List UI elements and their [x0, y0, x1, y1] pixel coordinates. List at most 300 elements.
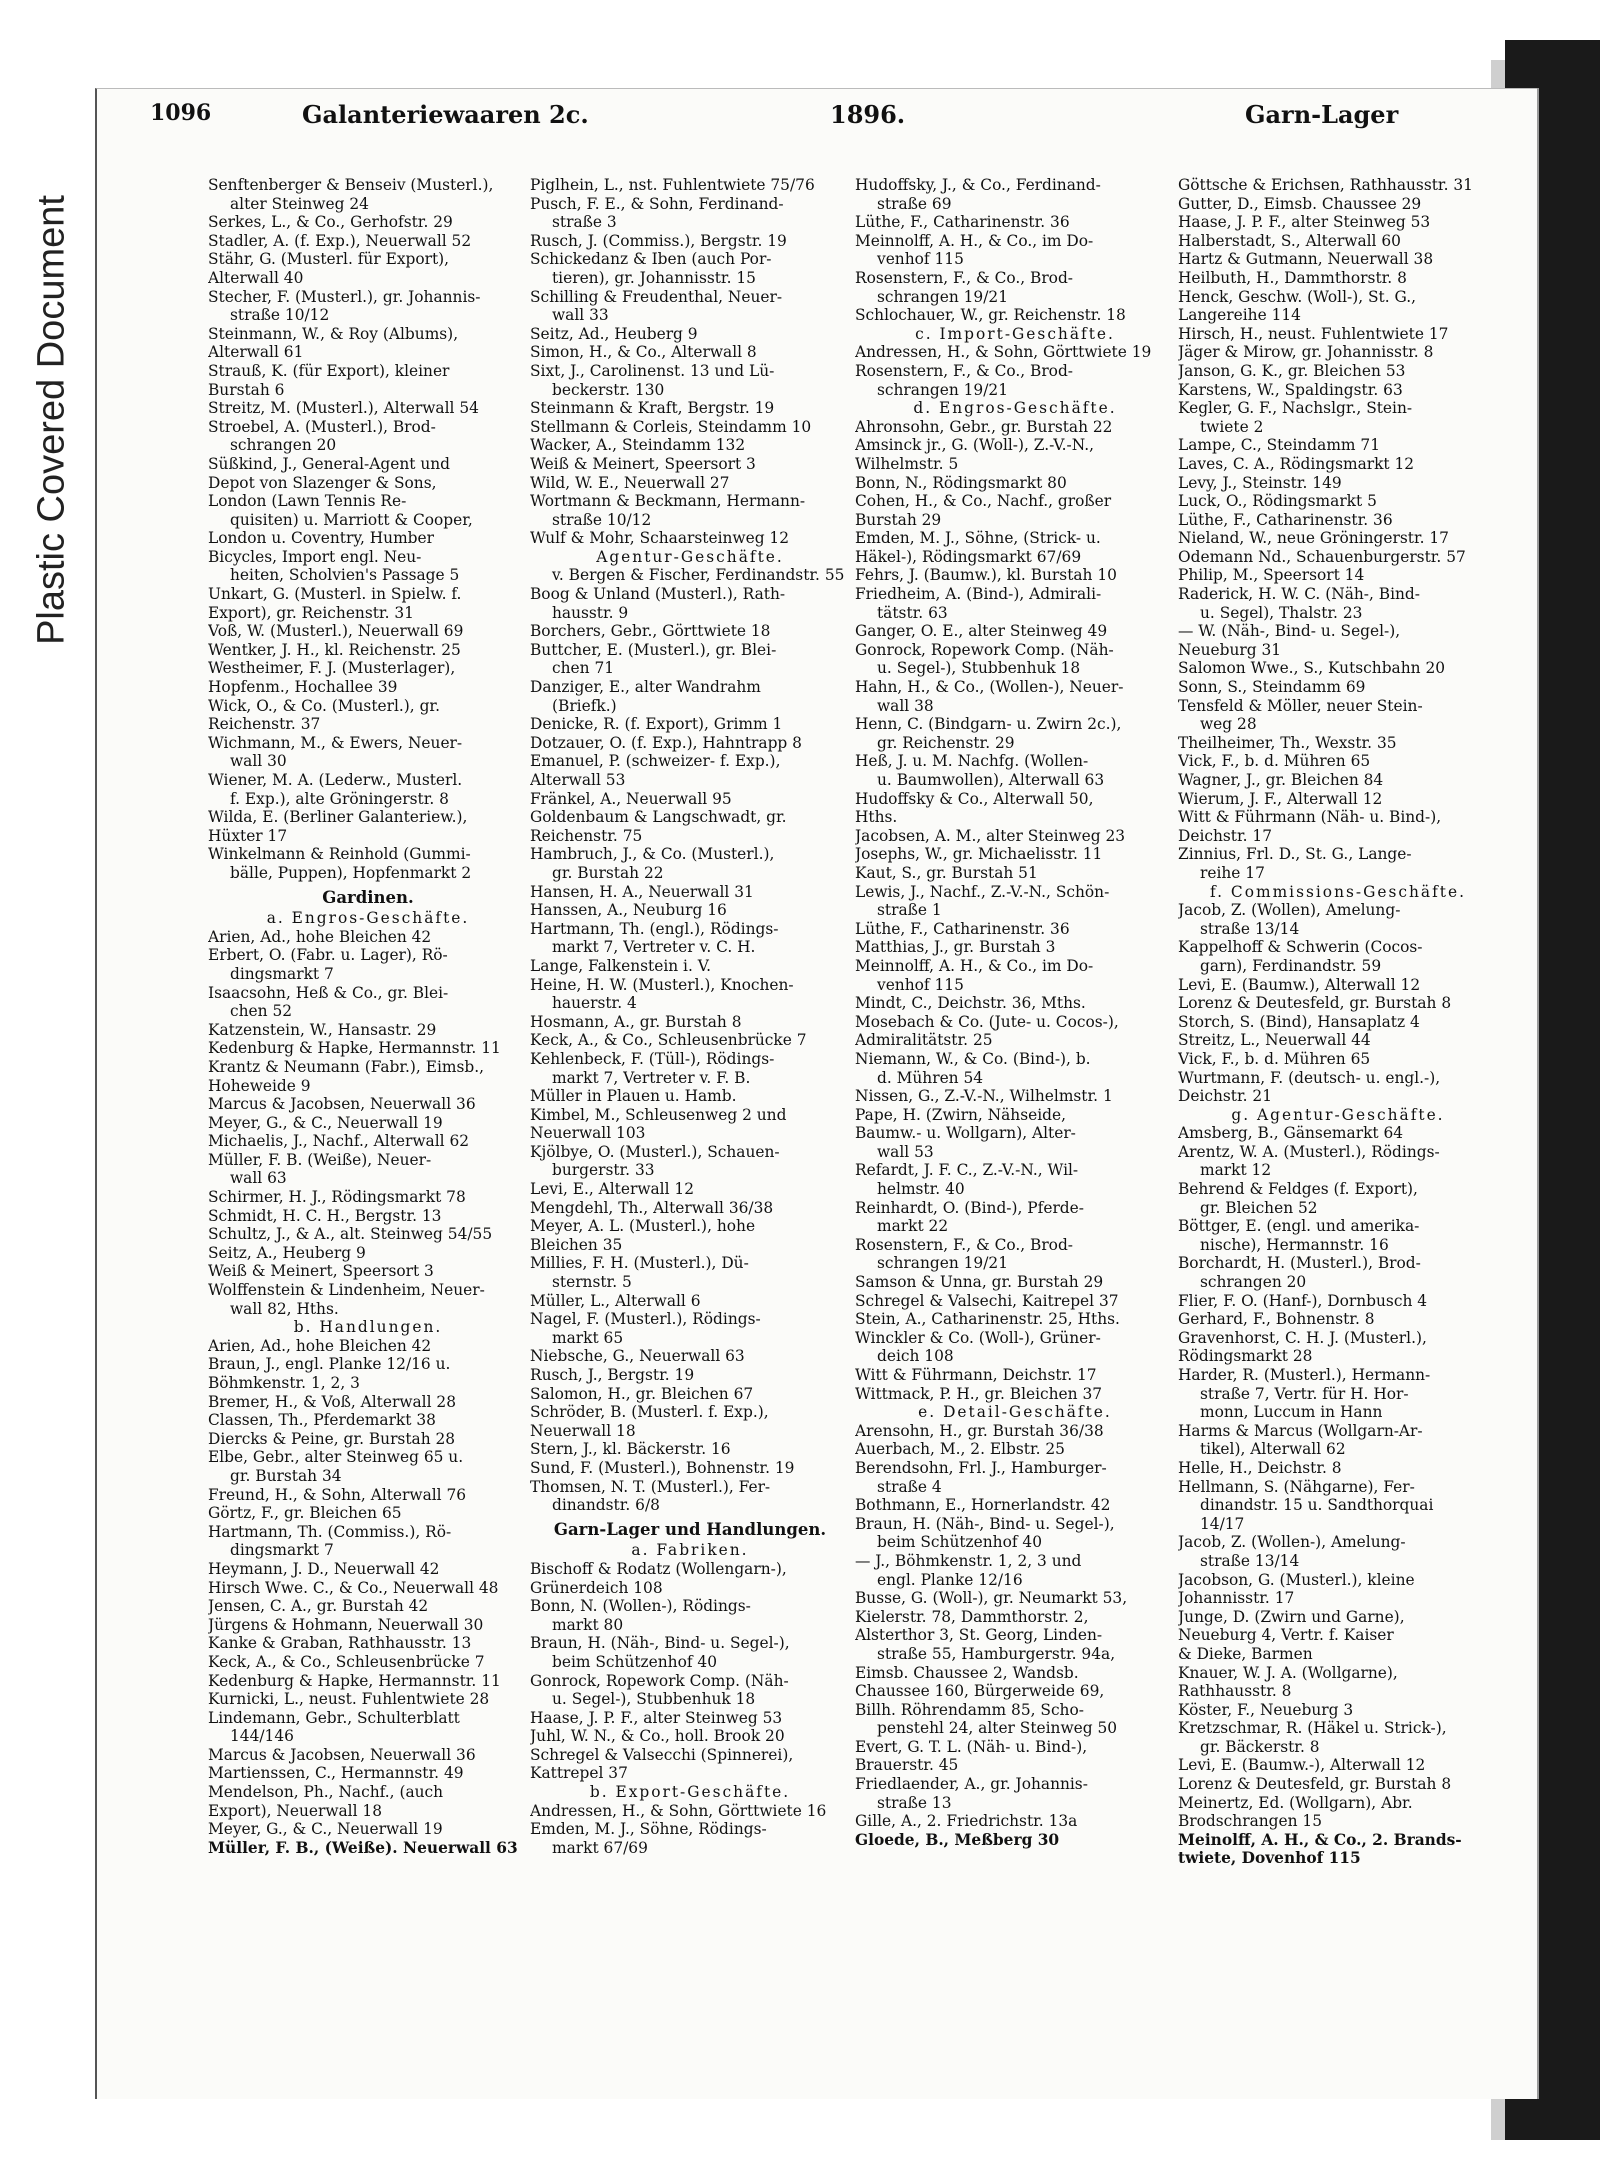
directory-entry: Jäger & Mirow, gr. Johannisstr. 8 [1178, 343, 1434, 362]
directory-entry: straße 13/14 [1200, 919, 1300, 938]
directory-entry: Sonn, S., Steindamm 69 [1178, 678, 1366, 697]
directory-entry: Admiralitätstr. 25 [855, 1031, 993, 1050]
directory-entry: Meinertz, Ed. (Wollgarn), Abr. [1178, 1793, 1413, 1812]
directory-entry: wall 38 [877, 696, 934, 715]
directory-entry: Hansen, H. A., Neuerwall 31 [530, 882, 754, 901]
directory-entry: Arentz, W. A. (Musterl.), Rödings- [1178, 1142, 1440, 1161]
subsection-heading: b. Handlungen. [293, 1318, 443, 1337]
directory-entry: Kjölbye, O. (Musterl.), Schauen- [530, 1142, 780, 1161]
directory-entry: Simon, H., & Co., Alterwall 8 [530, 343, 757, 362]
directory-entry: Behrend & Feldges (f. Export), [1178, 1180, 1418, 1199]
directory-entry: Hudoffsky & Co., Alterwall 50, [855, 789, 1094, 808]
directory-entry: Arien, Ad., hohe Bleichen 42 [208, 927, 432, 946]
directory-entry: Neuerwall 103 [530, 1124, 646, 1143]
directory-entry: Stecher, F. (Musterl.), gr. Johannis- [208, 287, 481, 306]
directory-entry: Keck, A., & Co., Schleusenbrücke 7 [530, 1031, 807, 1050]
directory-entry: Pape, H. (Zwirn, Nähseide, [855, 1105, 1066, 1124]
directory-entry: Reichenstr. 37 [208, 715, 321, 734]
directory-entry: Rosenstern, F., & Co., Brod- [855, 268, 1073, 287]
column-3 [855, 176, 1175, 1849]
directory-entry: dingsmarkt 7 [230, 964, 334, 983]
directory-entry: Neueburg 31 [1178, 640, 1282, 659]
directory-entry: Gerhard, F., Bohnenstr. 8 [1178, 1310, 1375, 1329]
directory-entry: Hartmann, Th. (Commiss.), Rö- [208, 1522, 452, 1541]
directory-entry: Rathhausstr. 8 [1178, 1682, 1292, 1701]
directory-entry: Weiß & Meinert, Speersort 3 [530, 454, 756, 473]
directory-entry: Wilhelmstr. 5 [855, 454, 959, 473]
directory-entry: Braun, H. (Näh-, Bind- u. Segel-), [855, 1514, 1115, 1533]
directory-entry: Schregel & Valsechi, Kaitrepel 37 [855, 1291, 1119, 1310]
directory-entry: Jacob, Z. (Wollen), Amelung- [1178, 901, 1401, 920]
directory-entry: Schultz, J., & A., alt. Steinweg 54/55 [208, 1225, 493, 1244]
directory-entry: Neueburg 4, Vertr. f. Kaiser [1178, 1626, 1394, 1645]
directory-entry: Juhl, W. N., & Co., holl. Brook 20 [530, 1727, 785, 1746]
directory-entry: hauerstr. 4 [552, 994, 637, 1013]
directory-entry: London (Lawn Tennis Re- [208, 492, 407, 511]
directory-entry: Seitz, A., Heuberg 9 [208, 1243, 366, 1262]
directory-entry: Lewis, J., Nachf., Z.-V.-N., Schön- [855, 882, 1110, 901]
directory-entry: Meinnolff, A. H., & Co., im Do- [855, 231, 1094, 250]
directory-entry: Salomon, H., gr. Bleichen 67 [530, 1384, 754, 1403]
directory-entry: Theilheimer, Th., Wexstr. 35 [1178, 733, 1397, 752]
directory-entry: Häkel-), Rödingsmarkt 67/69 [855, 547, 1082, 566]
section-heading: Garn-Lager und Handlungen. [553, 1520, 827, 1539]
directory-entry: Kappelhoff & Schwerin (Cocos- [1178, 938, 1423, 957]
directory-entry: & Dieke, Barmen [1178, 1644, 1313, 1663]
directory-entry: bälle, Puppen), Hopfenmarkt 2 [230, 863, 472, 882]
directory-entry: Bothmann, E., Hornerlandstr. 42 [855, 1496, 1111, 1515]
directory-entry: sternstr. 5 [552, 1273, 632, 1292]
directory-entry: Kanke & Graban, Rathhausstr. 13 [208, 1634, 472, 1653]
directory-entry: Levi, E. (Baumw.), Alterwall 12 [1178, 975, 1421, 994]
directory-entry: wall 63 [230, 1169, 287, 1188]
subsection-heading: Agentur-Geschäfte. [596, 547, 784, 566]
directory-entry: Mendelson, Ph., Nachf., (auch [208, 1783, 444, 1802]
directory-entry: Thomsen, N. T. (Musterl.), Fer- [530, 1477, 771, 1496]
directory-entry: Odemann Nd., Schauenburgerstr. 57 [1178, 547, 1466, 566]
directory-entry: Matthias, J., gr. Burstah 3 [855, 938, 1056, 957]
directory-entry: Sixt, J., Carolinenst. 13 und Lü- [530, 361, 775, 380]
directory-entry: chen 71 [552, 659, 615, 678]
directory-entry: Philip, M., Speersort 14 [1178, 566, 1365, 585]
directory-entry: Wentker, J. H., kl. Reichenstr. 25 [208, 640, 461, 659]
directory-entry: gr. Burstah 22 [552, 863, 664, 882]
directory-entry: Levi, E., Alterwall 12 [530, 1180, 694, 1199]
directory-entry: Michaelis, J., Nachf., Alterwall 62 [208, 1132, 470, 1151]
header-year: 1896. [830, 100, 906, 129]
directory-entry: markt 67/69 [552, 1838, 648, 1857]
directory-entry-bold: Müller, F. B., (Weiße). Neuerwall 63 [208, 1838, 518, 1857]
directory-entry: Witt & Führmann, Deichstr. 17 [855, 1366, 1097, 1384]
directory-entry: Wurtmann, F. (deutsch- u. engl.-), [1178, 1068, 1441, 1087]
directory-entry: Hoheweide 9 [208, 1076, 311, 1095]
directory-entry: Grünerdeich 108 [530, 1578, 663, 1597]
directory-entry: Stroebel, A. (Musterl.), Brod- [208, 417, 436, 436]
directory-entry-bold: twiete, Dovenhof 115 [1178, 1849, 1361, 1868]
directory-entry: Heß, J. u. M. Nachfg. (Wollen- [855, 752, 1089, 771]
directory-entry: chen 52 [230, 1002, 293, 1021]
directory-entry: Storch, S. (Bind), Hansaplatz 4 [1178, 1012, 1420, 1031]
directory-entry: Bremer, H., & Voß, Alterwall 28 [208, 1392, 457, 1411]
subsection-heading: a. Engros-Geschäfte. [266, 909, 470, 928]
directory-entry: reihe 17 [1200, 863, 1265, 882]
directory-entry: London u. Coventry, Humber [208, 529, 434, 548]
directory-entry: Haase, J. P. F., alter Steinweg 53 [530, 1708, 783, 1727]
directory-entry: Kedenburg & Hapke, Hermannstr. 11 [208, 1671, 501, 1690]
directory-entry: Junge, D. (Zwirn und Garne), [1178, 1607, 1405, 1626]
directory-entry: tätstr. 63 [877, 603, 948, 622]
directory-entry: Stein, A., Catharinenstr. 25, Hths. [855, 1310, 1120, 1329]
directory-entry: Lorenz & Deutesfeld, gr. Burstah 8 [1178, 994, 1452, 1013]
subsection-heading: d. Engros-Geschäfte. [913, 399, 1117, 418]
directory-entry: Johannisstr. 17 [1178, 1589, 1295, 1608]
directory-entry: Müller, F. B. (Weiße), Neuer- [208, 1150, 432, 1169]
directory-entry: Millies, F. H. (Musterl.), Dü- [530, 1254, 749, 1273]
directory-entry: Hopfenm., Hochallee 39 [208, 678, 398, 697]
header-left-title: Galanteriewaaren 2c. [302, 100, 589, 129]
directory-entry: Burstah 6 [208, 380, 285, 399]
directory-entry: beckerstr. 130 [552, 380, 665, 399]
directory-entry: Meyer, G., & C., Neuerwall 19 [208, 1113, 443, 1132]
directory-entry: 144/146 [230, 1727, 294, 1746]
directory-entry: wall 33 [552, 306, 609, 325]
directory-entry: u. Baumwollen), Alterwall 63 [877, 771, 1105, 789]
directory-entry: Meyer, G., & C., Neuerwall 19 [208, 1820, 443, 1839]
directory-entry: Steinmann & Kraft, Bergstr. 19 [530, 399, 775, 418]
directory-entry: Hirsch Wwe. C., & Co., Neuerwall 48 [208, 1578, 499, 1597]
directory-entry: Bleichen 35 [530, 1235, 623, 1254]
directory-entry: Rusch, J., Bergstr. 19 [530, 1366, 695, 1384]
directory-entry: Laves, C. A., Rödingsmarkt 12 [1178, 454, 1415, 473]
directory-entry: Stellmann & Corleis, Steindamm 10 [530, 417, 812, 436]
directory-entry: Danziger, E., alter Wandrahm [530, 678, 761, 697]
directory-entry: Hartmann, Th. (engl.), Rödings- [530, 919, 779, 938]
directory-entry: Bonn, N., Rödingsmarkt 80 [855, 473, 1067, 492]
directory-entry: u. Segel-), Stubbenhuk 18 [877, 659, 1081, 678]
directory-entry: dinandstr. 15 u. Sandthorquai [1200, 1496, 1434, 1515]
directory-entry: Denicke, R. (f. Export), Grimm 1 [530, 715, 783, 734]
directory-entry: Kehlenbeck, F. (Tüll-), Rödings- [530, 1049, 775, 1068]
directory-entry: Rusch, J. (Commiss.), Bergstr. 19 [530, 231, 787, 250]
directory-entry: Marcus & Jacobsen, Neuerwall 36 [208, 1745, 476, 1764]
directory-entry: Katzenstein, W., Hansastr. 29 [208, 1020, 437, 1039]
directory-entry: Hanssen, A., Neuburg 16 [530, 901, 727, 920]
directory-entry: Eimsb. Chaussee 2, Wandsb. [855, 1663, 1079, 1682]
directory-entry: Lampe, C., Steindamm 71 [1178, 436, 1381, 455]
directory-entry: markt 65 [552, 1328, 624, 1347]
directory-entry: Samson & Unna, gr. Burstah 29 [855, 1273, 1104, 1292]
directory-entry: Schmidt, H. C. H., Bergstr. 13 [208, 1206, 442, 1225]
directory-entry: Alterwall 53 [530, 771, 626, 789]
directory-entry: Wichmann, M., & Ewers, Neuer- [208, 733, 463, 752]
directory-entry: nische), Hermannstr. 16 [1200, 1235, 1389, 1254]
directory-entry: Amsinck jr., G. (Woll-), Z.-V.-N., [855, 436, 1094, 455]
directory-entry: — J., Böhmkenstr. 1, 2, 3 und [855, 1551, 1082, 1570]
directory-entry: Westheimer, F. J. (Musterlager), [208, 659, 456, 678]
section-heading: Gardinen. [322, 888, 414, 907]
directory-entry: Friedheim, A. (Bind-), Admirali- [855, 585, 1102, 604]
directory-entry: straße 4 [877, 1477, 942, 1496]
directory-entry: gr. Bäckerstr. 8 [1200, 1737, 1320, 1756]
directory-entry: deich 108 [877, 1347, 954, 1366]
directory-entry: v. Bergen & Fischer, Ferdinandstr. 55 [552, 566, 845, 585]
directory-entry: Hudoffsky, J., & Co., Ferdinand- [855, 176, 1101, 194]
directory-entry: Voß, W. (Musterl.), Neuerwall 69 [208, 622, 464, 641]
directory-entry: Winckler & Co. (Woll-), Grüner- [855, 1328, 1101, 1347]
directory-entry: Alsterthor 3, St. Georg, Linden- [855, 1626, 1103, 1645]
directory-entry: Busse, G. (Woll-), gr. Neumarkt 53, [855, 1589, 1128, 1608]
directory-entry: straße 13/14 [1200, 1551, 1300, 1570]
directory-entry: Nagel, F. (Musterl.), Rödings- [530, 1310, 761, 1329]
directory-entry-bold: Gloede, B., Meßberg 30 [855, 1830, 1060, 1849]
directory-entry: Janson, G. K., gr. Bleichen 53 [1178, 361, 1406, 380]
directory-entry: Schilling & Freudenthal, Neuer- [530, 287, 783, 306]
directory-entry: Rödingsmarkt 28 [1178, 1347, 1313, 1366]
subsection-heading: g. Agentur-Geschäfte. [1231, 1105, 1445, 1124]
directory-entry: Vick, F., b. d. Mühren 65 [1178, 752, 1371, 771]
directory-entry: straße 13 [877, 1793, 952, 1812]
directory-entry: d. Mühren 54 [877, 1068, 984, 1087]
directory-entry: Göttsche & Erichsen, Rathhausstr. 31 [1178, 176, 1473, 194]
directory-entry: alter Steinweg 24 [230, 194, 369, 213]
directory-entry: Niemann, W., & Co. (Bind-), b. [855, 1049, 1091, 1068]
directory-entry: Brauerstr. 45 [855, 1756, 959, 1775]
directory-entry: Kaut, S., gr. Burstah 51 [855, 863, 1038, 882]
directory-entry: Nissen, G., Z.-V.-N., Wilhelmstr. 1 [855, 1087, 1113, 1106]
directory-entry: tieren), gr. Johannisstr. 15 [552, 268, 756, 287]
directory-entry: Streitz, L., Neuerwall 44 [1178, 1031, 1371, 1050]
directory-entry: Fränkel, A., Neuerwall 95 [530, 789, 732, 808]
directory-entry: Keck, A., & Co., Schleusenbrücke 7 [208, 1652, 485, 1671]
subsection-heading: e. Detail-Geschäfte. [918, 1403, 1112, 1422]
directory-entry: Lüthe, F., Catharinenstr. 36 [855, 919, 1070, 938]
directory-entry: Wild, W. E., Neuerwall 27 [530, 473, 730, 492]
directory-entry: Borchers, Gebr., Görttwiete 18 [530, 622, 771, 641]
directory-entry: Kedenburg & Hapke, Hermannstr. 11 [208, 1039, 501, 1058]
directory-entry: Steinmann, W., & Roy (Albums), [208, 324, 459, 343]
directory-entry: Gutter, D., Eimsb. Chaussee 29 [1178, 194, 1422, 213]
directory-entry: Jacobsen, A. M., alter Steinweg 23 [855, 826, 1126, 845]
column-2 [530, 176, 850, 1857]
directory-entry: Gonrock, Ropework Comp. (Näh- [530, 1671, 789, 1690]
directory-entry: Reichenstr. 75 [530, 826, 643, 845]
directory-entry: beim Schützenhof 40 [552, 1652, 718, 1671]
directory-entry: schrangen 20 [230, 436, 337, 455]
directory-entry: Hartz & Gutmann, Neuerwall 38 [1178, 250, 1434, 269]
directory-entry: Jacobson, G. (Musterl.), kleine [1178, 1570, 1415, 1589]
directory-entry: Stähr, G. (Musterl. für Export), [208, 250, 450, 269]
directory-entry: Export), gr. Reichenstr. 31 [208, 603, 414, 622]
directory-entry: Jürgens & Hohmann, Neuerwall 30 [208, 1615, 484, 1634]
directory-entry: Bonn, N. (Wollen-), Rödings- [530, 1597, 751, 1616]
directory-entry: Deichstr. 17 [1178, 826, 1273, 845]
directory-entry: Martienssen, C., Hermannstr. 49 [208, 1764, 464, 1783]
directory-entry: Lüthe, F., Catharinenstr. 36 [855, 213, 1070, 232]
directory-entry: Marcus & Jacobsen, Neuerwall 36 [208, 1095, 476, 1114]
directory-entry: straße 10/12 [552, 510, 652, 529]
directory-entry: Müller, L., Alterwall 6 [530, 1291, 701, 1310]
directory-entry: u. Segel), Thalstr. 23 [1200, 603, 1363, 622]
directory-entry: garn), Ferdinandstr. 59 [1200, 956, 1382, 975]
directory-entry: Erbert, O. (Fabr. u. Lager), Rö- [208, 946, 448, 965]
directory-entry: venhof 115 [877, 975, 964, 994]
directory-entry: Buttcher, E. (Musterl.), gr. Blei- [530, 640, 777, 659]
directory-entry: beim Schützenhof 40 [877, 1533, 1043, 1552]
directory-entry: Meyer, A. L. (Musterl.), hohe [530, 1217, 756, 1236]
directory-entry: Emanuel, P. (schweizer- f. Exp.), [530, 752, 781, 771]
directory-entry: Stern, J., kl. Bäckerstr. 16 [530, 1440, 731, 1459]
directory-entry: Heilbuth, H., Dammthorstr. 8 [1178, 268, 1407, 287]
directory-entry: Burstah 29 [855, 510, 942, 529]
subsection-heading: a. Fabriken. [631, 1541, 749, 1560]
directory-entry: Mosebach & Co. (Jute- u. Cocos-), [855, 1012, 1119, 1031]
directory-entry: Halberstadt, S., Alterwall 60 [1178, 231, 1401, 250]
header-right-title: Garn-Lager [1245, 100, 1399, 129]
directory-entry: Alterwall 61 [208, 343, 304, 362]
directory-entry: Zinnius, Frl. D., St. G., Lange- [1178, 845, 1412, 864]
directory-entry: Unkart, G. (Musterl. in Spielw. f. [208, 585, 462, 604]
directory-entry: Bischoff & Rodatz (Wollengarn-), [530, 1559, 787, 1578]
directory-entry: Refardt, J. F. C., Z.-V.-N., Wil- [855, 1161, 1079, 1180]
directory-entry: f. Exp.), alte Gröningerstr. 8 [230, 789, 449, 808]
directory-entry: Kimbel, M., Schleusenweg 2 und [530, 1105, 787, 1124]
directory-entry: Freund, H., & Sohn, Alterwall 76 [208, 1485, 467, 1504]
directory-entry: Andressen, H., & Sohn, Görttwiete 16 [530, 1801, 827, 1820]
directory-entry: Deichstr. 21 [1178, 1087, 1273, 1106]
directory-entry: u. Segel-), Stubbenhuk 18 [552, 1690, 756, 1709]
directory-entry: heiten, Scholvien's Passage 5 [230, 566, 460, 585]
directory-entry: straße 1 [877, 901, 942, 920]
directory-entry: schrangen 19/21 [877, 380, 1008, 399]
directory-entry: Export), Neuerwall 18 [208, 1801, 382, 1820]
directory-entry: Böhmkenstr. 1, 2, 3 [208, 1374, 360, 1392]
directory-entry: Senftenberger & Benseiv (Musterl.), [208, 176, 494, 194]
directory-entry: Dotzauer, O. (f. Exp.), Hahntrapp 8 [530, 733, 802, 752]
directory-entry: Gonrock, Ropework Comp. (Näh- [855, 640, 1114, 659]
directory-entry: wall 53 [877, 1142, 934, 1161]
directory-entry: Meinnolff, A. H., & Co., im Do- [855, 956, 1094, 975]
directory-entry: markt 80 [552, 1615, 624, 1634]
directory-entry: Raderick, H. W. C. (Näh-, Bind- [1178, 585, 1420, 604]
directory-entry: Hüxter 17 [208, 826, 288, 845]
column-1 [208, 176, 528, 1857]
directory-entry: Helle, H., Deichstr. 8 [1178, 1458, 1342, 1477]
directory-entry: markt 7, Vertreter v. C. H. [552, 938, 756, 957]
directory-entry: Rosenstern, F., & Co., Brod- [855, 1235, 1073, 1254]
directory-entry: Hirsch, H., neust. Fuhlentwiete 17 [1178, 324, 1449, 343]
directory-entry: penstehl 24, alter Steinweg 50 [877, 1719, 1118, 1738]
directory-entry: burgerstr. 33 [552, 1161, 655, 1180]
directory-entry: markt 12 [1200, 1161, 1272, 1180]
directory-entry: Heine, H. W. (Musterl.), Knochen- [530, 975, 794, 994]
directory-entry: Evert, G. T. L. (Näh- u. Bind-), [855, 1737, 1088, 1756]
directory-entry: Chaussee 160, Bürgerweide 69, [855, 1682, 1105, 1701]
directory-entry: Luck, O., Rödingsmarkt 5 [1178, 492, 1377, 511]
directory-entry: Weiß & Meinert, Speersort 3 [208, 1262, 434, 1281]
directory-entry: Kegler, G. F., Nachslgr., Stein- [1178, 399, 1413, 418]
directory-entry: weg 28 [1200, 715, 1257, 734]
directory-entry: Schickedanz & Iben (auch Por- [530, 250, 772, 269]
directory-entry: straße 3 [552, 213, 617, 232]
directory-entry: Sund, F. (Musterl.), Bohnenstr. 19 [530, 1458, 795, 1477]
directory-entry: Wick, O., & Co. (Musterl.), gr. [208, 696, 440, 715]
directory-entry: Köster, F., Neueburg 3 [1178, 1700, 1354, 1719]
directory-entry: Knauer, W. J. A. (Wollgarne), [1178, 1663, 1398, 1682]
directory-entry: Wolffenstein & Lindenheim, Neuer- [208, 1281, 485, 1300]
directory-entry: Hosmann, A., gr. Burstah 8 [530, 1012, 742, 1031]
directory-entry: Henck, Geschw. (Woll-), St. G., [1178, 287, 1417, 306]
directory-entry: Harms & Marcus (Wollgarn-Ar- [1178, 1421, 1423, 1440]
directory-entry: Berendsohn, Frl. J., Hamburger- [855, 1458, 1107, 1477]
directory-entry: Görtz, F., gr. Bleichen 65 [208, 1504, 402, 1523]
directory-entry: schrangen 19/21 [877, 287, 1008, 306]
directory-entry: Levi, E. (Baumw.-), Alterwall 12 [1178, 1756, 1426, 1775]
directory-entry: Gravenhorst, C. H. J. (Musterl.), [1178, 1328, 1427, 1347]
subsection-heading: f. Commissions-Geschäfte. [1210, 882, 1466, 901]
column-4 [1178, 176, 1498, 1868]
directory-entry: Jacob, Z. (Wollen-), Amelung- [1178, 1533, 1406, 1552]
directory-entry: Schirmer, H. J., Rödingsmarkt 78 [208, 1188, 466, 1207]
directory-entry: Schröder, B. (Musterl. f. Exp.), [530, 1403, 769, 1422]
directory-entry: wall 82, Hths. [230, 1299, 339, 1318]
directory-entry: straße 55, Hamburgerstr. 94a, [877, 1644, 1116, 1663]
directory-entry: Schregel & Valsecchi (Spinnerei), [530, 1745, 794, 1764]
directory-entry: twiete 2 [1200, 417, 1264, 436]
directory-entry: Lorenz & Deutesfeld, gr. Burstah 8 [1178, 1775, 1452, 1794]
directory-entry: Vick, F., b. d. Mühren 65 [1178, 1049, 1371, 1068]
directory-entry: Seitz, Ad., Heuberg 9 [530, 324, 698, 343]
directory-entry: Salomon Wwe., S., Kutschbahn 20 [1178, 659, 1446, 678]
directory-entry: schrangen 19/21 [877, 1254, 1008, 1273]
directory-entry: Wulf & Mohr, Schaarsteinweg 12 [530, 529, 790, 548]
directory-entry: Kurnicki, L., neust. Fuhlentwiete 28 [208, 1690, 490, 1709]
directory-entry: Haase, J. P. F., alter Steinweg 53 [1178, 213, 1431, 232]
directory-entry: Kielerstr. 78, Dammthorstr. 2, [855, 1607, 1089, 1626]
directory-entry: Josephs, W., gr. Michaelisstr. 11 [855, 845, 1103, 864]
side-stamp-text: Plastic Covered Document [30, 195, 73, 645]
subsection-heading: c. Import-Geschäfte. [915, 324, 1115, 343]
directory-entry: Arensohn, H., gr. Burstah 36/38 [855, 1421, 1104, 1440]
directory-entry: Niebsche, G., Neuerwall 63 [530, 1347, 745, 1366]
directory-entry: 14/17 [1200, 1514, 1245, 1533]
directory-entry: venhof 115 [877, 250, 964, 269]
directory-entry: Amsberg, B., Gänsemarkt 64 [1178, 1124, 1404, 1143]
directory-entry: Alterwall 40 [208, 268, 304, 287]
directory-entry: Hambruch, J., & Co. (Musterl.), [530, 845, 775, 864]
directory-entry: Friedlaender, A., gr. Johannis- [855, 1775, 1088, 1794]
directory-entry: Karstens, W., Spaldingstr. 63 [1178, 380, 1403, 399]
directory-entry: dinandstr. 6/8 [552, 1496, 660, 1515]
directory-entry: Wiener, M. A. (Lederw., Musterl. [208, 771, 463, 789]
directory-entry: Jensen, C. A., gr. Burstah 42 [208, 1597, 429, 1616]
directory-entry: Boog & Unland (Musterl.), Rath- [530, 585, 786, 604]
directory-entry: markt 7, Vertreter v. F. B. [552, 1068, 751, 1087]
directory-entry-bold: Meinolff, A. H., & Co., 2. Brands- [1178, 1830, 1462, 1849]
directory-entry: Diercks & Peine, gr. Burstah 28 [208, 1429, 456, 1448]
directory-entry: Langereihe 114 [1178, 306, 1301, 325]
directory-entry: Goldenbaum & Langschwadt, gr. [530, 808, 787, 827]
directory-entry: Lüthe, F., Catharinenstr. 36 [1178, 510, 1393, 529]
directory-entry: Tensfeld & Möller, neuer Stein- [1178, 696, 1423, 715]
directory-entry: Piglhein, L., nst. Fuhlentwiete 75/76 [530, 176, 815, 194]
directory-entry: Lindemann, Gebr., Schulterblatt [208, 1708, 460, 1727]
directory-entry: Wagner, J., gr. Bleichen 84 [1178, 771, 1384, 789]
directory-entry: straße 7, Vertr. für H. Hor- [1200, 1384, 1409, 1403]
directory-entry: Müller in Plauen u. Hamb. [530, 1087, 737, 1106]
directory-entry: Andressen, H., & Sohn, Görttwiete 19 [855, 343, 1152, 362]
directory-entry: Nieland, W., neue Gröningerstr. 17 [1178, 529, 1449, 548]
directory-entry: Rosenstern, F., & Co., Brod- [855, 361, 1073, 380]
